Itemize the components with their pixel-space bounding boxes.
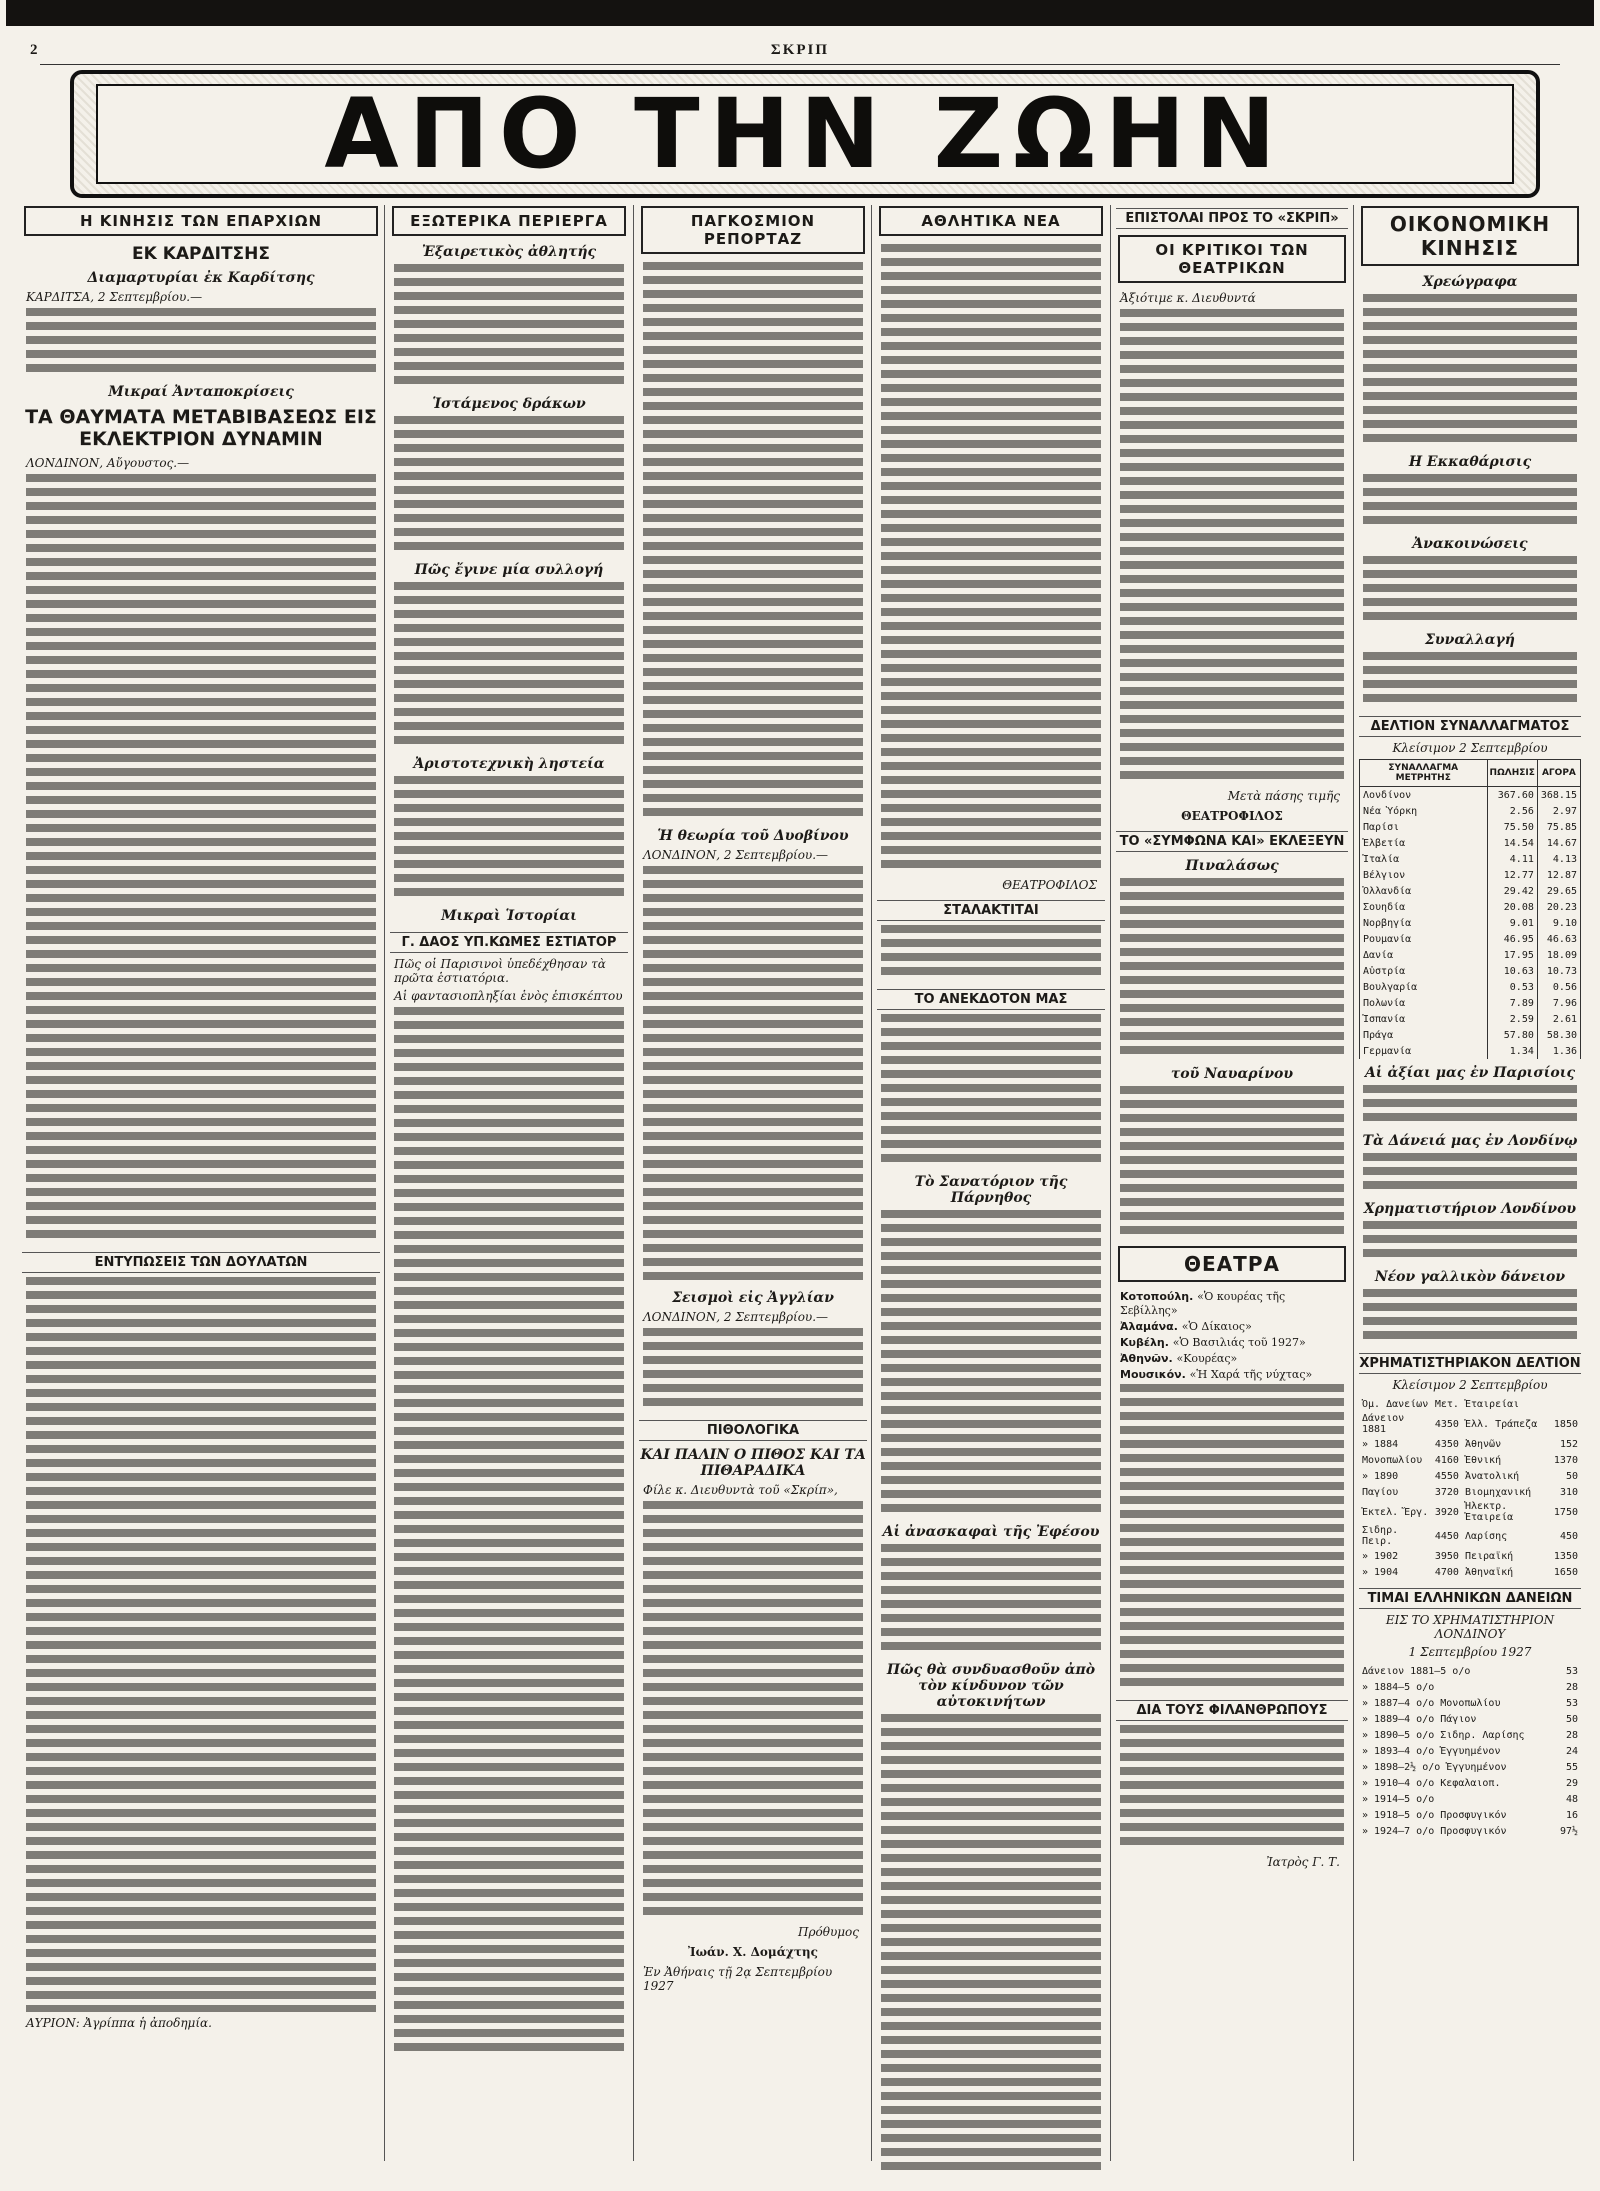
table-cell: 7.89 [1487, 995, 1537, 1011]
theatres-header: ΘΕΑΤΡΑ [1118, 1246, 1346, 1282]
article-subheading: Νέον γαλλικὸν δάνειον [1374, 1269, 1566, 1285]
signature-name: Ἰωάν. Χ. Δομάχτης [688, 1945, 818, 1959]
theatre-name: Κυβέλη. [1120, 1336, 1173, 1349]
table-cell: Πολωνία [1360, 995, 1488, 1011]
table-cell: Ἰταλία [1360, 851, 1488, 867]
table-cell: 2.56 [1487, 803, 1537, 819]
loans-col-header: Ὀμ. Δανείων [1362, 1398, 1429, 1410]
london-price-row [1359, 1775, 1581, 1791]
table-cell: Γερμανία [1360, 1043, 1488, 1059]
theatre-name: Ἀθηνῶν. [1120, 1352, 1177, 1365]
table-cell: Πράγα [1360, 1027, 1488, 1043]
column-economic [1359, 200, 1581, 2171]
table-cell: 10.63 [1487, 963, 1537, 979]
table-cell: Βέλγιον [1360, 867, 1488, 883]
london-price-row [1359, 1807, 1581, 1823]
article-subheading: ΚΑΙ ΠΑΛΙΝ Ο ΠΙΘΟΣ ΚΑΙ ΤΑ ΠΙΘΑΡΑΔΙΚΑ [640, 1447, 866, 1479]
table-cell: Λονδίνον [1360, 787, 1488, 804]
article-heading: ΔΙΑ ΤΟΥΣ ΦΙΛΑΝΘΡΩΠΟΥΣ [1116, 1700, 1348, 1721]
column-header: ΑΘΛΗΤΙΚΑ ΝΕΑ [879, 206, 1103, 236]
signature-closing: Μετὰ πάσης τιμῆς [1227, 789, 1340, 803]
article-text [881, 925, 1101, 981]
loans-table [1359, 1396, 1581, 1580]
fx-row [1360, 851, 1581, 867]
table-cell: 75.50 [1487, 819, 1537, 835]
article-text [26, 1277, 376, 2012]
salutation: Φίλε κ. Διευθυντὰ τοῦ «Σκρίπ», [643, 1483, 838, 1497]
table-cell: 20.08 [1487, 899, 1537, 915]
theatre-item [1120, 1290, 1344, 1318]
article-text [26, 308, 376, 378]
table-cell: Ἑλλ. Τράπεζα [1464, 1418, 1538, 1430]
table-cell: Παρίσι [1360, 819, 1488, 835]
article-text [1120, 1725, 1344, 1851]
column-rule [1353, 205, 1354, 2161]
table-cell: Νέα Ὑόρκη [1360, 803, 1488, 819]
column-world-report [639, 200, 867, 2171]
london-price-row [1359, 1759, 1581, 1775]
dateline: ΛΟΝΔΙΝΟΝ, Αὔγουστος.— [26, 456, 190, 470]
article-text [1120, 1384, 1344, 1692]
table-cell: 29.42 [1487, 883, 1537, 899]
table-cell: 75.85 [1537, 819, 1580, 835]
article-text [643, 1328, 863, 1412]
article-text [881, 1714, 1101, 2171]
london-prices-header: ΤΙΜΑΙ ΕΛΛΗΝΙΚΩΝ ΔΑΝΕΙΩΝ [1359, 1588, 1581, 1609]
paper-name: ΣΚΡΙΠ [770, 42, 830, 58]
loan-row [1359, 1436, 1581, 1452]
table-cell: Βουλγαρία [1360, 979, 1488, 995]
article-subheading: Η Εκκαθάρισις [1408, 454, 1532, 470]
article-subheading: Πῶς ἔγινε μία συλλογή [414, 562, 604, 578]
theatre-item [1120, 1352, 1344, 1366]
article-subheading: Χρηματιστήριον Λονδίνου [1363, 1201, 1577, 1217]
table-cell: Σιδηρ. Πειρ. [1362, 1525, 1399, 1547]
article-text [1120, 878, 1344, 1060]
table-cell: 48 [1565, 1793, 1578, 1805]
theatre-play: «Ὁ Δίκαιος» [1181, 1320, 1252, 1333]
signature-name: Ἰατρὸς Γ. Τ. [1266, 1855, 1340, 1869]
article-deck: Πῶς οἱ Παρισινοὶ ὑπεδέχθησαν τὰ πρῶτα ἑστιατόρια. [394, 957, 606, 985]
table-cell: Σουηδία [1360, 899, 1488, 915]
article-subheading: Μικραί Ἀνταποκρίσεις [108, 384, 294, 400]
column-letters [1116, 200, 1348, 2171]
column-rule [633, 205, 634, 2161]
table-cell: 0.56 [1537, 979, 1580, 995]
table-cell: » 1924—7 ο/ο Προσφυγικόν [1362, 1825, 1507, 1837]
article-deck: Αἱ φαντασιοπληξίαι ἑνὸς ἑπισκέπτου [394, 989, 623, 1003]
article-subheading: Ἱστάμενος δράκων [432, 396, 586, 412]
table-cell: 28 [1565, 1681, 1578, 1693]
article-text [643, 866, 863, 1284]
fx-row [1360, 803, 1581, 819]
theatre-play: «Ἡ Χαρά τῆς νύχτας» [1189, 1368, 1313, 1381]
article-subheading: Συναλλαγή [1425, 632, 1515, 648]
table-cell: 29.65 [1537, 883, 1580, 899]
dateline: ΛΟΝΔΙΝΟΝ, 2 Σεπτεμβρίου.— [643, 1310, 829, 1324]
table-cell: 1350 [1553, 1550, 1578, 1562]
table-cell: Ὁλλανδία [1360, 883, 1488, 899]
table-cell: 2.61 [1537, 1011, 1580, 1027]
table-cell: 450 [1559, 1530, 1578, 1542]
fx-row [1360, 947, 1581, 963]
table-cell: Ἀθηναϊκή [1464, 1566, 1514, 1578]
article-text [394, 776, 624, 902]
table-cell: 2.59 [1487, 1011, 1537, 1027]
column-header: ΠΑΓΚΟΣΜΙΟΝ ΡΕΠΟΡΤΑΖ [641, 206, 865, 254]
loan-row [1359, 1484, 1581, 1500]
table-cell: 12.87 [1537, 867, 1580, 883]
table-cell: 57.80 [1487, 1027, 1537, 1043]
article-subheading: Αἱ ἀξίαι μας ἐν Παρισίοις [1364, 1065, 1576, 1081]
table-cell: » 1893—4 ο/ο Ἐγγυημένον [1362, 1745, 1501, 1757]
table-cell: Ἐκτελ. Ἔργ. [1362, 1506, 1429, 1518]
table-cell: » 1887—4 ο/ο Μονοπωλίου [1362, 1697, 1501, 1709]
fx-col-header: ΣΥΝΑΛΛΑΓΜΑ ΜΕΤΡΗΤΗΣ [1360, 760, 1488, 787]
table-cell: 3720 [1434, 1486, 1459, 1498]
article-text [1363, 1085, 1577, 1127]
signature-name: ΘΕΑΤΡΟΦΙΛΟΣ [1002, 878, 1097, 892]
fx-row [1360, 931, 1581, 947]
article-subheading: Ἐξαιρετικὸς ἀθλητής [421, 244, 597, 260]
article-text [1363, 556, 1577, 626]
article-text [1363, 474, 1577, 530]
table-cell: Ἀνατολική [1464, 1470, 1520, 1482]
fx-table [1359, 759, 1581, 1059]
table-cell: Παγίου [1362, 1486, 1399, 1498]
table-cell: 0.53 [1487, 979, 1537, 995]
table-cell: 46.95 [1487, 931, 1537, 947]
article-text [881, 244, 1101, 874]
table-cell: » 1904 [1362, 1566, 1399, 1578]
table-cell: Βιομηχανική [1464, 1486, 1532, 1498]
running-header [30, 42, 1570, 58]
table-cell: Λαρίσης [1464, 1530, 1508, 1542]
table-cell: Ἐθνική [1464, 1454, 1502, 1466]
article-heading: ΤΟ ΑΝΕΚΔΟΤΟΝ ΜΑΣ [877, 989, 1105, 1010]
table-cell: 4160 [1434, 1454, 1459, 1466]
article-subheading: Ἀριστοτεχνικὴ ληστεία [413, 756, 605, 772]
table-cell: 1850 [1553, 1418, 1578, 1430]
salutation: Ἀξιότιμε κ. Διευθυντά [1120, 291, 1256, 305]
stock-bulletin-header: ΧΡΗΜΑΤΙΣΤΗΡΙΑΚΟΝ ΔΕΛΤΙΟΝ [1359, 1353, 1581, 1374]
table-cell: » 1890 [1362, 1470, 1399, 1482]
theatre-name: Μουσικόν. [1120, 1368, 1190, 1381]
fx-row [1360, 835, 1581, 851]
table-cell: 53 [1565, 1665, 1578, 1677]
loans-col-header: Ἐταιρείαι [1464, 1398, 1520, 1410]
theatre-name: Κοτοπούλη. [1120, 1290, 1198, 1303]
page-number: 2 [30, 42, 38, 58]
table-cell: Ἑλβετία [1360, 835, 1488, 851]
fx-row [1360, 1027, 1581, 1043]
fx-row [1360, 995, 1581, 1011]
table-cell: 9.10 [1537, 915, 1580, 931]
theatre-listing [1116, 1290, 1348, 1382]
table-cell: » 1918—5 ο/ο Προσφυγικόν [1362, 1809, 1507, 1821]
table-cell: 55 [1565, 1761, 1578, 1773]
table-cell: 24 [1565, 1745, 1578, 1757]
article-text [1363, 652, 1577, 708]
article-text [394, 1007, 624, 2057]
table-cell: 9.01 [1487, 915, 1537, 931]
table-cell: 20.23 [1537, 899, 1580, 915]
column-header: Η ΚΙΝΗΣΙΣ ΤΩΝ ΕΠΑΡΧΙΩΝ [24, 206, 378, 236]
fx-row [1360, 867, 1581, 883]
loan-row [1359, 1500, 1581, 1524]
loan-row [1359, 1548, 1581, 1564]
fx-row [1360, 819, 1581, 835]
table-cell: » 1884 [1362, 1438, 1399, 1450]
article-text [1363, 1153, 1577, 1195]
table-cell: Ἰσπανία [1360, 1011, 1488, 1027]
dateline: ΛΟΝΔΙΝΟΝ, 2 Σεπτεμβρίου.— [643, 848, 829, 862]
article-text [1120, 1086, 1344, 1240]
london-price-row [1359, 1727, 1581, 1743]
loans-col-header: Μετ. [1434, 1398, 1459, 1410]
fx-row [1360, 899, 1581, 915]
london-price-row [1359, 1823, 1581, 1839]
article-text [881, 1210, 1101, 1518]
column-sports [877, 200, 1105, 2171]
table-cell: 28 [1565, 1729, 1578, 1741]
table-cell: Ἡλεκτρ. Ἑταιρεία [1464, 1501, 1514, 1523]
signature-place: Ἐν Ἀθήναις τῇ 2ᾳ Σεπτεμβρίου 1927 [643, 1965, 833, 1993]
table-cell: Δάνειον 1881 [1362, 1413, 1405, 1435]
table-cell: Ρουμανία [1360, 931, 1488, 947]
table-cell: 2.97 [1537, 803, 1580, 819]
london-prices-subheader: ΕΙΣ ΤΟ ΧΡΗΜΑΤΙΣΤΗΡΙΟΝ ΛΟΝΔΙΝΟΥ [1385, 1613, 1555, 1641]
table-cell: 4350 [1434, 1438, 1459, 1450]
article-subheading: Τὸ Σανατόριον τῆς Πάρνηθος [914, 1174, 1068, 1206]
table-cell: » 1890—5 ο/ο Σιδηρ. Λαρίσης [1362, 1729, 1525, 1741]
theatre-item [1120, 1368, 1344, 1382]
table-cell: 14.67 [1537, 835, 1580, 851]
section-title: ΑΠΟ ΤΗΝ ΖΩΗΝ [324, 78, 1286, 190]
article-subheading: Ἀνακοινώσεις [1412, 536, 1528, 552]
table-cell: 4350 [1434, 1418, 1459, 1430]
column-rule [384, 205, 385, 2161]
article-subheading: Ἡ θεωρία τοῦ Δυοβίνου [657, 828, 849, 844]
column-header: ΟΙΚΟΝΟΜΙΚΗ ΚΙΝΗΣΙΣ [1361, 206, 1579, 266]
fx-bulletin-date: Κλείσιμον 2 Σεπτεμβρίου [1392, 741, 1548, 755]
article-heading: Γ. ΔΑΟΣ ΥΠ.ΚΩΜΕΣ ΕΣΤΙΑΤΟΡ [390, 932, 628, 953]
london-price-row [1359, 1791, 1581, 1807]
article-text [643, 262, 863, 822]
article-subheading: τοῦ Ναυαρίνου [1170, 1066, 1294, 1082]
article-text [881, 1544, 1101, 1656]
article-text [394, 264, 624, 390]
column-foreign-oddities [390, 200, 628, 2171]
fx-row [1360, 979, 1581, 995]
footer-line: ΑΥΡΙΟΝ: Ἀγρίππα ἡ ἀποδημία. [26, 2016, 212, 2030]
table-cell: 4450 [1434, 1530, 1459, 1542]
article-text [1363, 1221, 1577, 1263]
table-cell: 152 [1559, 1438, 1578, 1450]
table-cell: Αὐστρία [1360, 963, 1488, 979]
theatre-play: «Ὁ κουρέας τῆς Σεβίλλης» [1120, 1290, 1286, 1317]
article-heading: ΣΤΑΛΑΚΤΙΤΑΙ [877, 900, 1105, 921]
table-cell: 50 [1565, 1713, 1578, 1725]
header-rule [40, 64, 1560, 65]
table-cell: 29 [1565, 1777, 1578, 1789]
article-text [1363, 1289, 1577, 1345]
table-cell: 14.54 [1487, 835, 1537, 851]
table-cell: 97½ [1559, 1825, 1578, 1837]
table-cell: Δανία [1360, 947, 1488, 963]
article-heading: ΤΟ «ΣΥΜΦΩΝΑ ΚΑΙ» ΕΚΛΕΞΕΥΝ [1116, 831, 1348, 852]
dateline: ΚΑΡΔΙΤΣΑ, 2 Σεπτεμβρίου.— [26, 290, 203, 304]
article-text [394, 582, 624, 750]
table-cell: Νορβηγία [1360, 915, 1488, 931]
table-cell: 4550 [1434, 1470, 1459, 1482]
article-heading: ΟΙ ΚΡΙΤΙΚΟΙ ΤΩΝ ΘΕΑΤΡΙΚΩΝ [1118, 235, 1346, 283]
fx-row [1360, 915, 1581, 931]
headline: ΤΑ ΘΑΥΜΑΤΑ ΜΕΤΑΒΙΒΑΣΕΩΣ ΕΙΣ ΕΚΛΕΚΤΡΙΟΝ ΔΥΝΑΜΙΝ [25, 406, 377, 450]
table-cell: 7.96 [1537, 995, 1580, 1011]
fx-row [1360, 963, 1581, 979]
theatre-play: «Ὁ Βασιλιάς τοῦ 1927» [1172, 1336, 1306, 1349]
london-prices-table [1359, 1663, 1581, 1839]
london-price-row [1359, 1695, 1581, 1711]
article-subheading: Μικραὶ Ἱστορίαι [441, 908, 577, 924]
banner-frame [96, 78, 1514, 190]
article-subheading: Αἱ ἀνασκαφαὶ τῆς Ἐφέσου [882, 1524, 1100, 1540]
london-price-row [1359, 1743, 1581, 1759]
table-cell: 367.60 [1487, 787, 1537, 804]
table-cell: » 1902 [1362, 1550, 1399, 1562]
fx-col-header: ΠΩΛΗΣΙΣ [1487, 760, 1537, 787]
article-subheading: Χρεώγραφα [1422, 274, 1518, 290]
table-cell: 18.09 [1537, 947, 1580, 963]
table-cell: 46.63 [1537, 931, 1580, 947]
london-price-row [1359, 1711, 1581, 1727]
fx-col-header: ΑΓΟΡΑ [1537, 760, 1580, 787]
loan-row [1359, 1564, 1581, 1580]
theatre-item [1120, 1320, 1344, 1334]
table-cell: Ἀθηνῶν [1464, 1438, 1502, 1450]
article-text [26, 474, 376, 1244]
column-provinces [22, 200, 380, 2171]
table-cell: 4.13 [1537, 851, 1580, 867]
section-banner [70, 70, 1540, 198]
table-cell: 310 [1559, 1486, 1578, 1498]
table-cell: Μονοπωλίου [1362, 1454, 1423, 1466]
article-subheading: Πῶς θὰ συνδυασθοῦν ἀπὸ τὸν κίνδυνον τῶν αὐτοκινήτων [886, 1662, 1096, 1710]
table-cell: 17.95 [1487, 947, 1537, 963]
loan-row [1359, 1468, 1581, 1484]
column-rule [871, 205, 872, 2161]
table-cell: 1750 [1553, 1506, 1578, 1518]
table-cell: » 1898—2½ ο/ο Ἐγγυημένον [1362, 1761, 1507, 1773]
article-heading: ΕΚ ΚΑΡΔΙΤΣΗΣ [131, 244, 271, 264]
theatre-play: «Κουρέας» [1176, 1352, 1238, 1365]
article-subheading: Σεισμοὶ εἰς Ἀγγλίαν [672, 1290, 834, 1306]
fx-row [1360, 1043, 1581, 1059]
article-heading: ΕΝΤΥΠΩΣΕΙΣ ΤΩΝ ΔΟΥΛΑΤΩΝ [22, 1252, 380, 1273]
table-cell: 4.11 [1487, 851, 1537, 867]
stock-bulletin-date: Κλείσιμον 2 Σεπτεμβρίου [1392, 1378, 1548, 1392]
column-rule [1110, 205, 1111, 2161]
article-subheading: Διαμαρτυρίαι ἐκ Καρδίτσης [87, 270, 315, 286]
table-cell: 1370 [1553, 1454, 1578, 1466]
column-header: ΕΞΩΤΕΡΙΚΑ ΠΕΡΙΕΡΓΑ [392, 206, 626, 236]
table-cell: 3920 [1434, 1506, 1459, 1518]
table-cell: Δάνειον 1881—5 ο/ο [1362, 1665, 1471, 1677]
fx-row [1360, 1011, 1581, 1027]
loan-row [1359, 1524, 1581, 1548]
signature-closing: Πρόθυμος [797, 1925, 859, 1939]
table-cell: 12.77 [1487, 867, 1537, 883]
table-cell: » 1914—5 ο/ο [1362, 1793, 1435, 1805]
article-text [1120, 309, 1344, 785]
fx-row [1360, 787, 1581, 804]
article-heading: ΠΙΘΟΛΟΓΙΚΑ [639, 1420, 867, 1441]
loan-row [1359, 1452, 1581, 1468]
article-subheading: Πιναλάσως [1185, 858, 1279, 874]
fx-bulletin-header: ΔΕΛΤΙΟΝ ΣΥΝΑΛΛΑΓΜΑΤΟΣ [1359, 716, 1581, 737]
table-cell: 1.34 [1487, 1043, 1537, 1059]
fx-row [1360, 883, 1581, 899]
article-text [394, 416, 624, 556]
article-subheading: Τὰ Δάνειά μας ἐν Λονδίνῳ [1362, 1133, 1578, 1149]
table-cell: Πειραϊκή [1464, 1550, 1514, 1562]
table-cell: 3950 [1434, 1550, 1459, 1562]
column-header: ΕΠΙΣΤΟΛΑΙ ΠΡΟΣ ΤΟ «ΣΚΡΙΠ» [1116, 208, 1348, 229]
table-cell: 368.15 [1537, 787, 1580, 804]
top-black-bar [6, 0, 1594, 26]
article-text [1363, 294, 1577, 448]
theatre-name: Ἀλαμάνα. [1120, 1320, 1182, 1333]
london-prices-date: 1 Σεπτεμβρίου 1927 [1408, 1645, 1532, 1659]
signature-name: ΘΕΑΤΡΟΦΙΛΟΣ [1181, 809, 1283, 823]
table-cell: » 1910—4 ο/ο Κεφαλαιοπ. [1362, 1777, 1501, 1789]
theatre-item [1120, 1336, 1344, 1350]
article-text [643, 1501, 863, 1921]
table-cell: 1.36 [1537, 1043, 1580, 1059]
table-cell: 50 [1565, 1470, 1578, 1482]
table-cell: 4700 [1434, 1566, 1459, 1578]
table-cell: 16 [1565, 1809, 1578, 1821]
table-cell: 53 [1565, 1697, 1578, 1709]
london-price-row [1359, 1679, 1581, 1695]
loan-row [1359, 1412, 1581, 1436]
table-cell: » 1889—4 ο/ο Πάγιον [1362, 1713, 1477, 1725]
london-price-row [1359, 1663, 1581, 1679]
table-cell: » 1884—5 ο/ο [1362, 1681, 1435, 1693]
article-text [881, 1014, 1101, 1168]
table-cell: 58.30 [1537, 1027, 1580, 1043]
table-cell: 1650 [1553, 1566, 1578, 1578]
table-cell: 10.73 [1537, 963, 1580, 979]
